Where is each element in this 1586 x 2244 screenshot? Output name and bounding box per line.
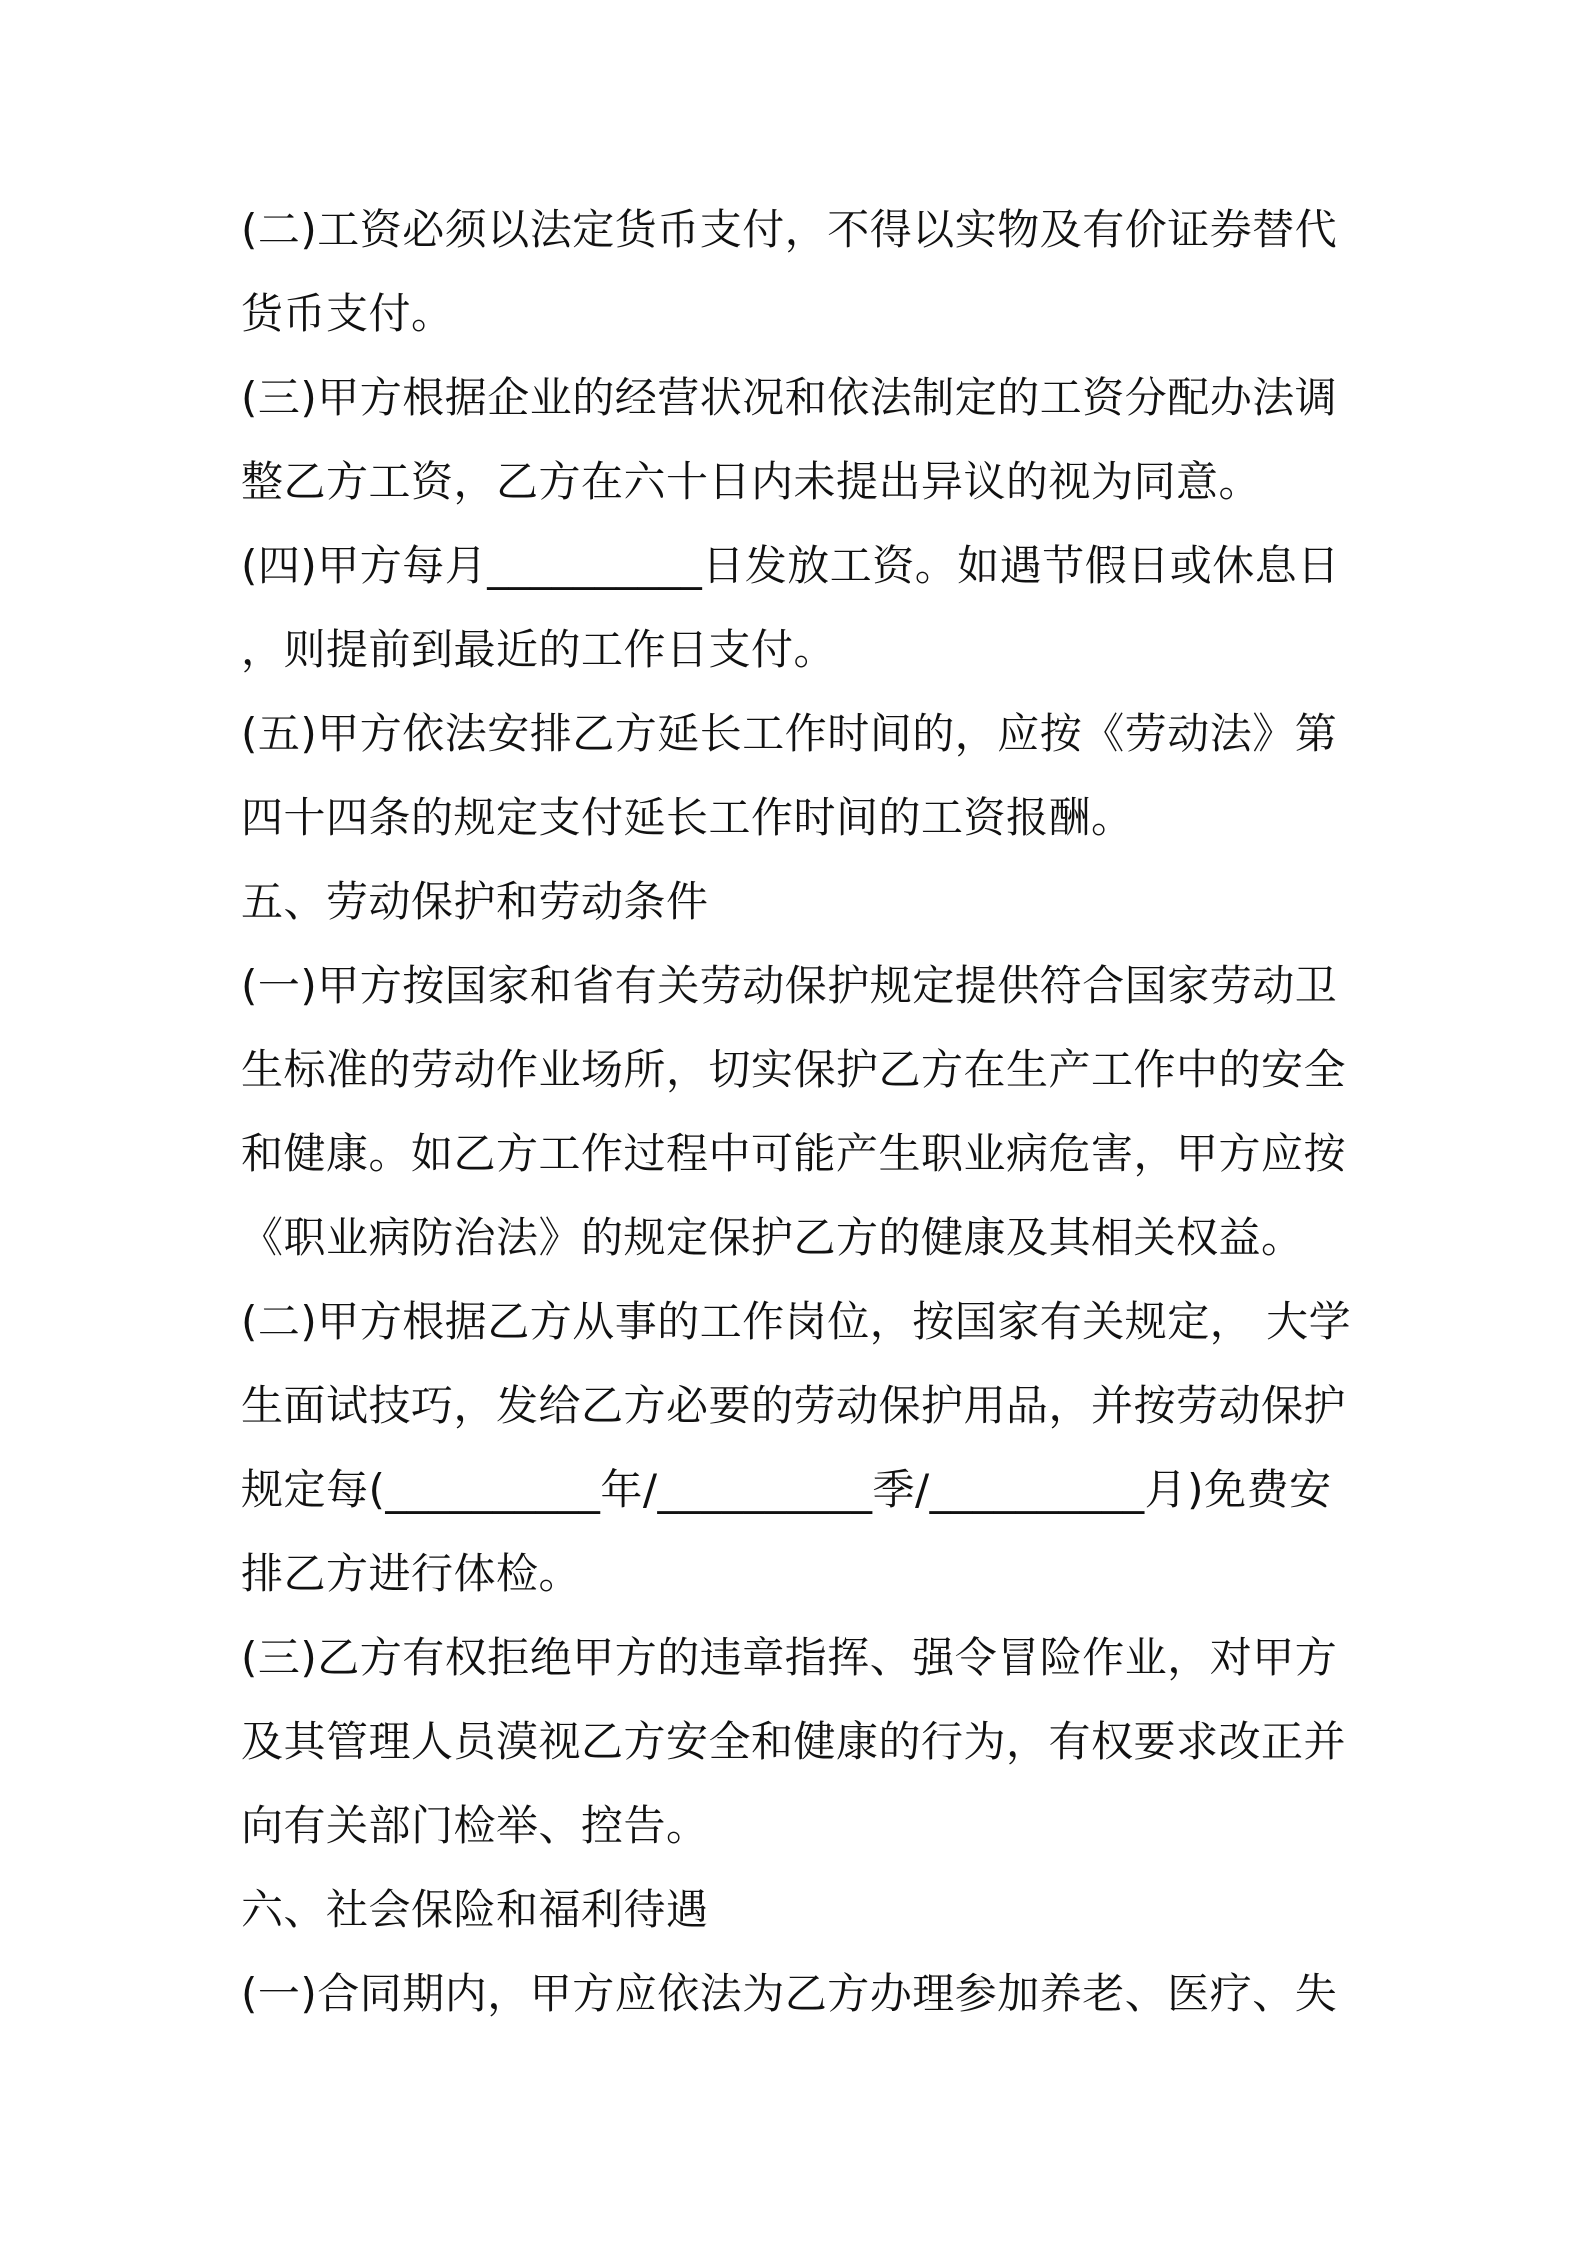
text-line-13: 《职业病防治法》的规定保护乙方的健康及其相关权益。: [241, 1213, 1304, 1262]
section-heading-5: 五、劳动保护和劳动条件: [241, 877, 709, 926]
document-body: [241, 188, 1356, 2036]
text-line-8: 四十四条的规定支付延长工作时间的工资报酬。: [241, 793, 1134, 842]
text-line-2: 货币支付。: [241, 289, 454, 338]
text-line-1: (二)工资必须以法定货币支付，不得以实物及有价证券替代: [241, 205, 1338, 254]
text-line-18: (三)乙方有权拒绝甲方的违章指挥、强令冒险作业，对甲方: [241, 1633, 1338, 1682]
text-line-15: 生面试技巧，发给乙方必要的劳动保护用品，并按劳动保护: [241, 1381, 1347, 1430]
text-line-4: 整乙方工资，乙方在六十日内未提出异议的视为同意。: [241, 457, 1262, 506]
text-line-14: (二)甲方根据乙方从事的工作岗位，按国家有关规定， 大学: [241, 1297, 1352, 1346]
text-line-22: (一)合同期内，甲方应依法为乙方办理参加养老、医疗、失: [241, 1969, 1338, 2018]
section-heading-6: 六、社会保险和福利待遇: [241, 1885, 709, 1934]
text-line-3: (三)甲方根据企业的经营状况和依法制定的工资分配办法调: [241, 373, 1338, 422]
text-line-6: ，则提前到最近的工作日支付。: [241, 625, 837, 674]
text-line-19: 及其管理人员漠视乙方安全和健康的行为，有权要求改正并: [241, 1717, 1347, 1766]
text-line-17: 排乙方进行体检。: [241, 1549, 582, 1598]
text-line-16: 规定每(__________年/__________季/__________月)免费安: [241, 1465, 1332, 1514]
text-line-20: 向有关部门检举、控告。: [241, 1801, 709, 1850]
text-line-7: (五)甲方依法安排乙方延长工作时间的，应按《劳动法》第: [241, 709, 1338, 758]
text-line-11: 生标准的劳动作业场所，切实保护乙方在生产工作中的安全: [241, 1045, 1347, 1094]
text-line-5: (四)甲方每月__________日发放工资。如遇节假日或休息日: [241, 541, 1340, 590]
text-line-10: (一)甲方按国家和省有关劳动保护规定提供符合国家劳动卫: [241, 961, 1338, 1010]
text-line-12: 和健康。如乙方工作过程中可能产生职业病危害，甲方应按: [241, 1129, 1347, 1178]
